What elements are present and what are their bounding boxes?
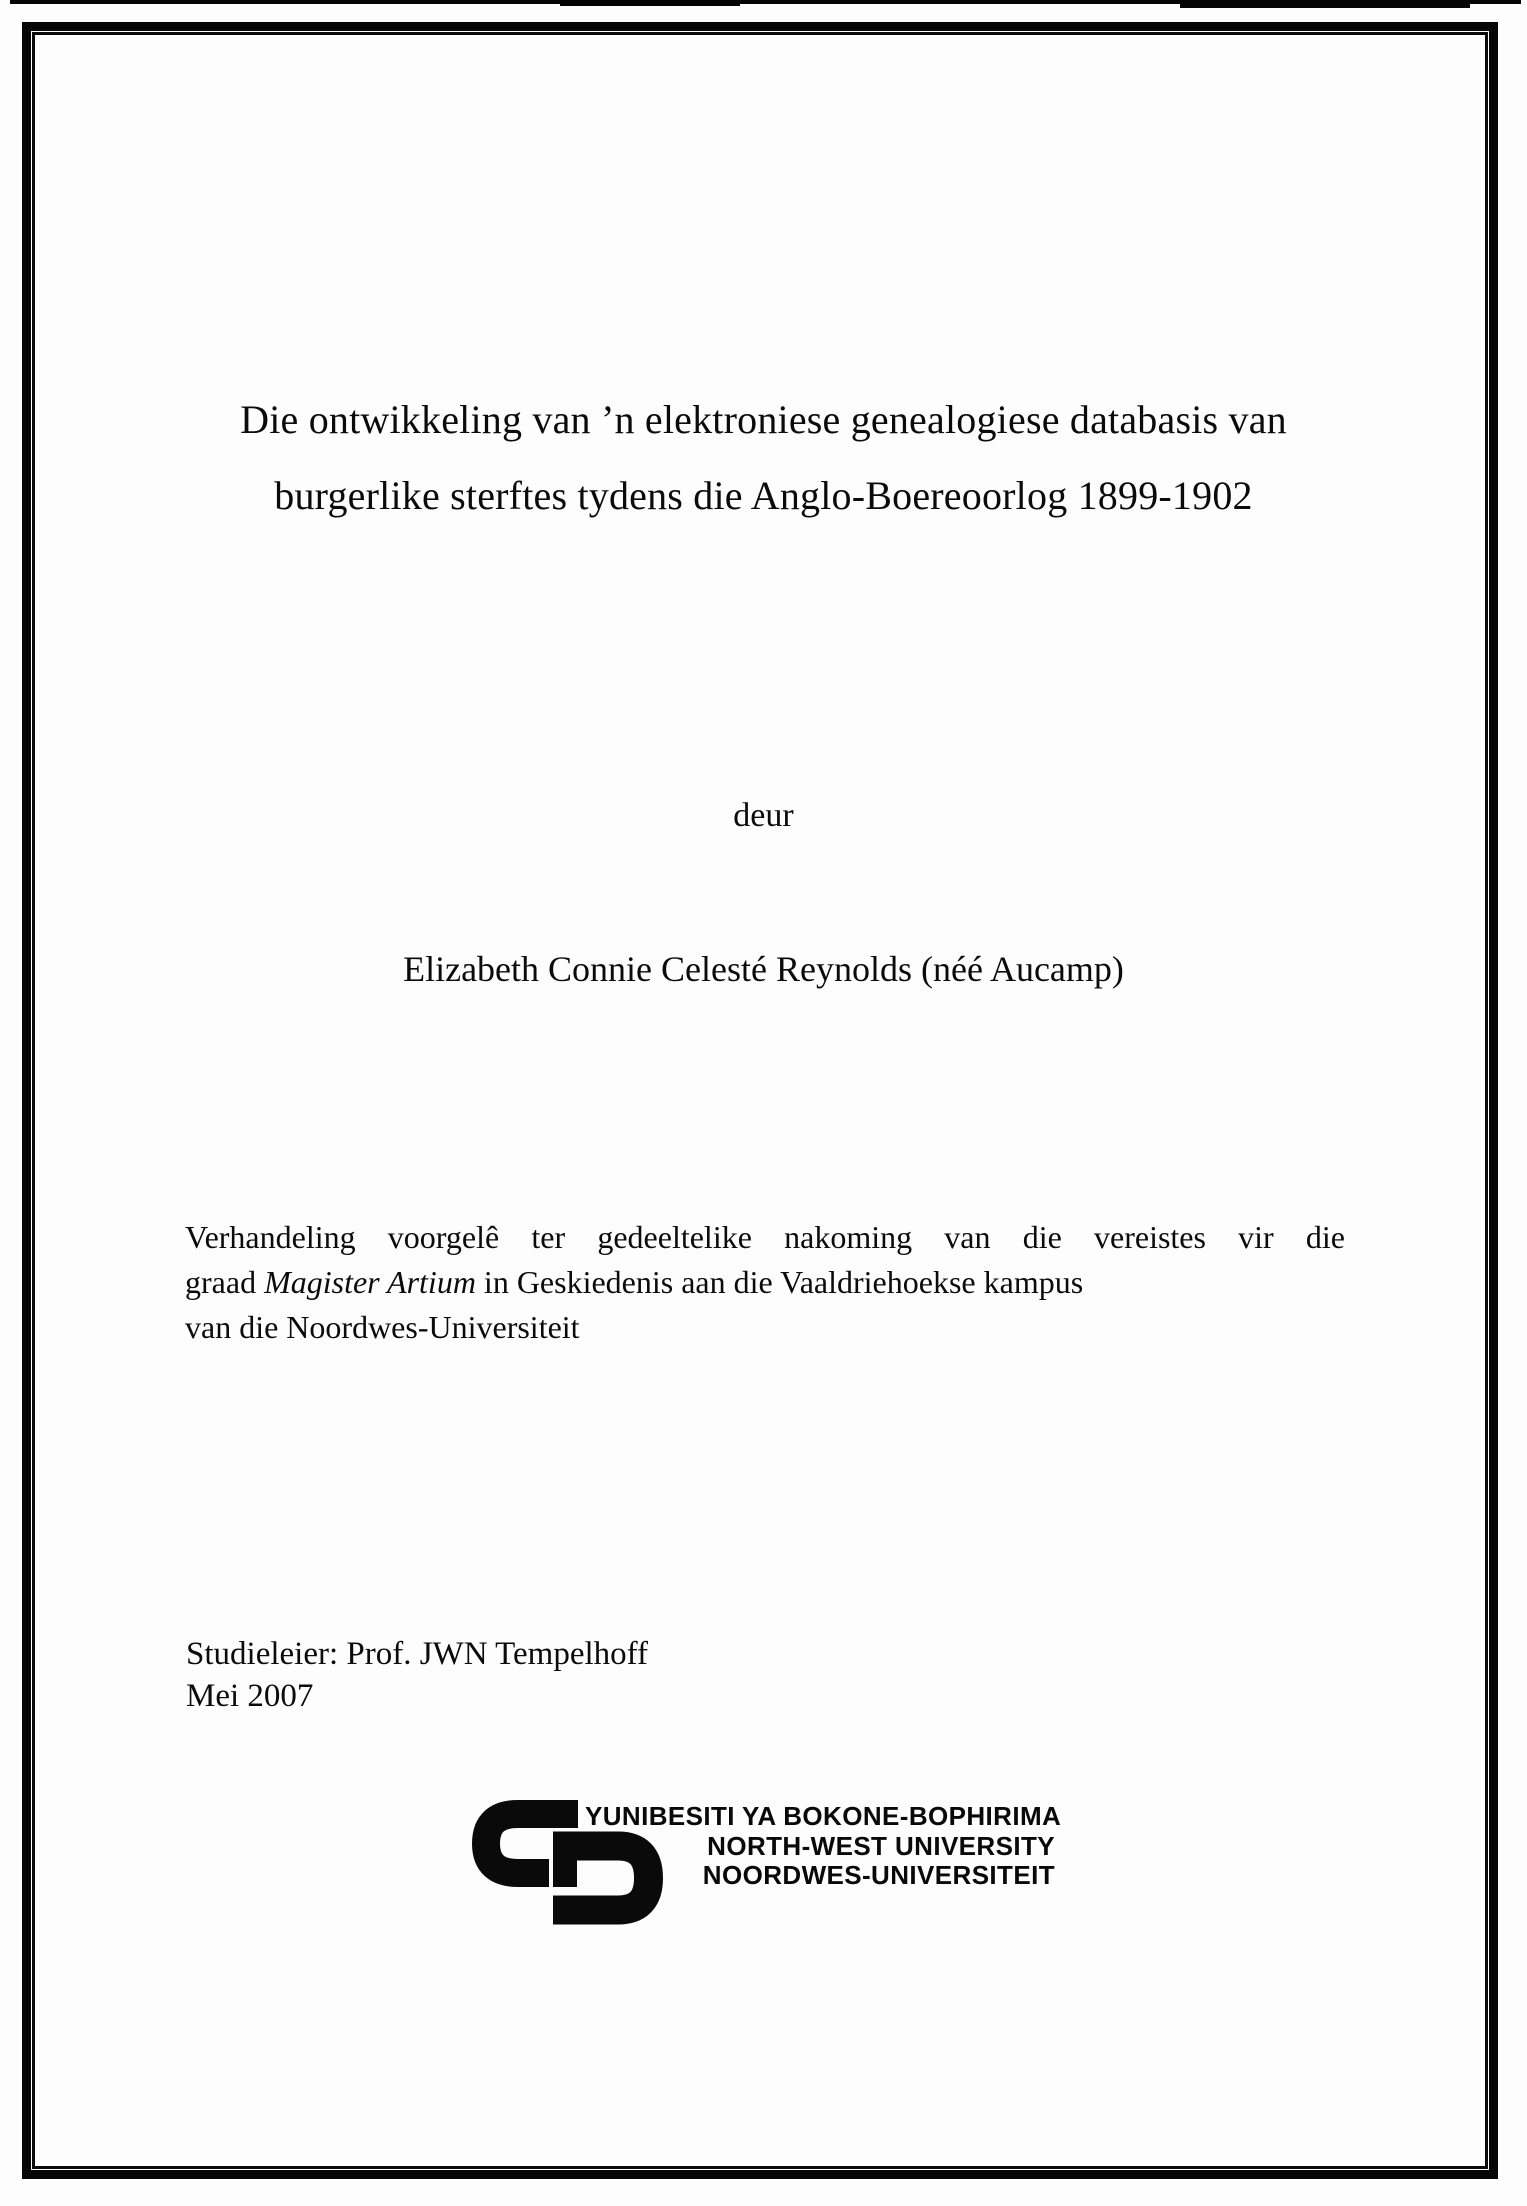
statement-line2-prefix: graad (185, 1264, 265, 1300)
statement-line2-suffix: in Geskiedenis aan die Vaaldriehoekse kampus (475, 1264, 1084, 1300)
thesis-statement (185, 1215, 1345, 1350)
statement-line1: Verhandeling voorgelê ter gedeeltelike nakoming van die vereistes vir die (185, 1219, 1345, 1255)
university-name-setswana: YUNIBESITI YA BOKONE-BOPHIRIMA (585, 1801, 1062, 1831)
scan-edge-blob (1180, 0, 1470, 8)
date-line: Mei 2007 (186, 1678, 314, 1714)
statement-line2 (185, 1260, 1345, 1305)
byline-label: deur (733, 797, 794, 834)
degree-name: Magister Artium (264, 1264, 476, 1300)
thesis-title-line2: burgerlike sterftes tydens die Anglo-Boereoorlog 1899-1902 (274, 473, 1253, 518)
university-name-afrikaans: NOORDWES-UNIVERSITEIT (702, 1860, 1055, 1890)
university-name-english: NORTH-WEST UNIVERSITY (707, 1830, 1055, 1861)
supervisor-line: Studieleier: Prof. JWN Tempelhoff (186, 1636, 649, 1672)
statement-line3: van die Noordwes-Universiteit (185, 1309, 580, 1345)
thesis-title (90, 382, 1437, 534)
author-name: Elizabeth Connie Celesté Reynolds (néé Aucamp) (403, 949, 1124, 989)
university-wordmark (585, 1801, 1062, 1891)
scan-edge-blob (560, 0, 740, 6)
university-logo (472, 1798, 1072, 1948)
supervisor-block (186, 1633, 1086, 1717)
thesis-title-line1: Die ontwikkeling van ’n elektroniese genealogiese databasis van (240, 397, 1287, 442)
